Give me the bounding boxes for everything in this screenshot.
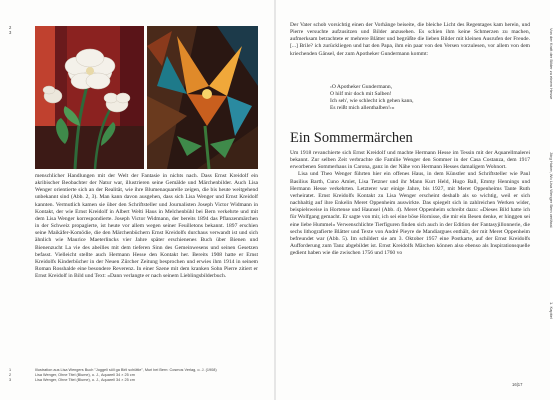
paragraph: menschlicher Handlungen mit der Welt der Fantasie in nichts nach. Dass Ernst Kreidolf ein akribischer Beobachter der Natur war, illustrieren seine Gemälde und Märchenbilder. Auch Lisa Wenger orientierte sich an der Realität, wie ihre Blumenaquarelle zeigen, die bis heute weitgehend unbekannt sind (Abb. 2, 3). Man kann davon ausgehen, dass sich Lisa Wenger und Ernst Kreidolf kannten. Vermutlich kamen sie über den Schriftsteller und Journalisten Joseph Victor Widmann in Kontakt, der wie Ernst Kreidolf in Albert Welti Haus in Melchenbühl bei Bern verkehrte und mit dem Lisa Wenger korrespondierte. Joseph Victor Widmann, der bereits 1894 das Pflanzenmärchen in der Schweiz propagierte, ist heute vor allem wegen seiner Feuilletons bekannt. 1897 erschien seine Maikäfer-Komödie, die den Märchenbüchern Ernst Kreidolfs durchaus verwandt ist und sich ähnlich wie Maurice Maeterlincks vier Jahre später erschienenes Buch über Bienen und Bienenzucht La vie des abeilles mit dem tieferen Sinn des Gemeinwesens und seinen Gesetzen befasst. Vielleicht stellte auch Hermann Hesse den Kontakt her. Bereits 1908 hatte er Ernst Kreidolfs Kinderbücher in der Neuen Zürcher Zeitung besprochen und erwies ihm 1914 in seinem Roman Rosshalde eine besondere Reverenz. In einer Szene mit dem kranken Sohn Pierre zitiert er Ernst Kreidolf in Bild und Text: «Dann verlangte er nach seinem Lieblingsbilderbuch.: [35, 173, 258, 280]
painting-dark-flowers: [147, 26, 258, 169]
paragraph: Lisa und Theo Wenger führten hier ein offenes Haus, in dem Künstler und Schriftsteller wie Paul Basilius Barth, Cuno Amiet, Lisa Tetzner und ihr Mann Kurt Held, Hugo Ball, Emmy Hennings und Hermann Hesse verkehrten. Letzterer war einige Jahre, bis 1927, mit Meret Oppenheims Tante Ruth verheiratet. Ernst Kreidolfs Kontakt zu Lisa Wenger erscheint deshalb als so wichtig, weil er sich nachhaltig auf ihre Enkelin Meret Oppenheim auswirkte. Das spiegelt sich in zahlreichen Werken wider, beispielsweise in Hortense und Haunsel (Abb. 4). Meret Oppenheim schreibt dazu: «Dieses Bild hatte ich für Wolfgang gemacht. Er sagte von mir, ich sei eine böse Hornisse, die mir ein Besen denke, er hinggen sei eine liebe Hummel» Verwenschlichte Tierfiguren finden sich auch in der Edition der Fantasyjillonnerie, die sechs lithografierte Blätter und Texte von André Pieyre de Mandiargues enthält, der mit Meret Oppenheim befreundet war (Abb. 5). Im schildert sie am 3. Oktober 1957 eine Postkarte, auf der Ernst Kreidolfs Aufforderung zum Tanz abgebildet ist. Ernst Kreidolfs Märchen können also ebenso als Inspirationsquelle gedient haben wie die zwischen 1756 und 1760 vo: [290, 171, 530, 257]
side-label: Jörg Huber, Wo Lisa Wenger Bern verlässt: [549, 152, 554, 228]
side-label: Von der Kraft der Bilder zu einem Hesse: [549, 28, 554, 100]
paragraph: Um 1918 revanchierte sich Ernst Kreidolf und machte Hermann Hesse im Tessin mit der Aquarellmalerei bekannt. Zur selben Zeit verbrachte die Familie Wenger den Sommer in der Casa Costanza, dem 1917 erworbenen Sommerhaus in Carona, ganz in der Nähe von Hermann Hesses damaligem Wohnort.: [290, 150, 530, 171]
poem: [330, 84, 414, 113]
margin-numbers: 2 3: [9, 25, 12, 35]
paragraph: Der Vater schob vorsichtig einen der Vorhänge beiseite, die bleiche Licht des Regentages kam herein, und Pierre versuchte aufzusitzen und Bilder anzusehen. Es schien ihm keine Schmerzen zu machen, aufmerksam betrachtete er mehrere Blätter und begrüßte die lieben Bilder mit kleinen Ausrufen der Freude. [...] Brile? ich zurückliegen und hat den Papa, ihm ein paar von den Versen vorzulesen, vor allem von dem kriechenden Gänsel, der zum Apotheker Gundermann kommt:: [290, 22, 530, 57]
left-page: [0, 0, 274, 400]
caption-text: Illustration aus Lisa Wengers Buch "Joggeli söll ga Birli schüttle", Muri bei Bern: Cosmos Verlag, o. J. (1908): [35, 368, 217, 372]
poem-line: Es reißt mich allenthalben!›»: [330, 105, 395, 112]
side-label: 1. Kapitel: [549, 302, 554, 319]
left-body-text: [35, 173, 258, 280]
caption-text: Lisa Wenger, Ohne Titel (Blume), o. J., Aquarell 34 × 25 cm: [35, 378, 135, 382]
caption-number: 1: [9, 368, 12, 372]
poem-line: O hilf mir doch mit Salben!: [330, 91, 392, 98]
right-page: [276, 0, 554, 400]
caption-item: [9, 378, 259, 383]
right-body-text: [290, 150, 530, 257]
caption-list: [9, 368, 259, 383]
caption-number: 2: [9, 373, 12, 377]
poem-line: ‹O Apotheker Gundermann,: [330, 84, 393, 90]
page-number: 16|17: [512, 382, 523, 387]
poem-line: Ich seh', wie schlecht ich gehen kann,: [330, 98, 414, 105]
caption-number: 3: [9, 378, 12, 382]
painting-white-flowers: [35, 26, 144, 169]
caption-text: Lisa Wenger, Ohne Titel (Blume), o. J., Aquarell 34 × 25 cm: [35, 373, 135, 377]
section-title: Ein Sommermärchen: [290, 130, 413, 146]
right-intro-text: [290, 22, 530, 58]
